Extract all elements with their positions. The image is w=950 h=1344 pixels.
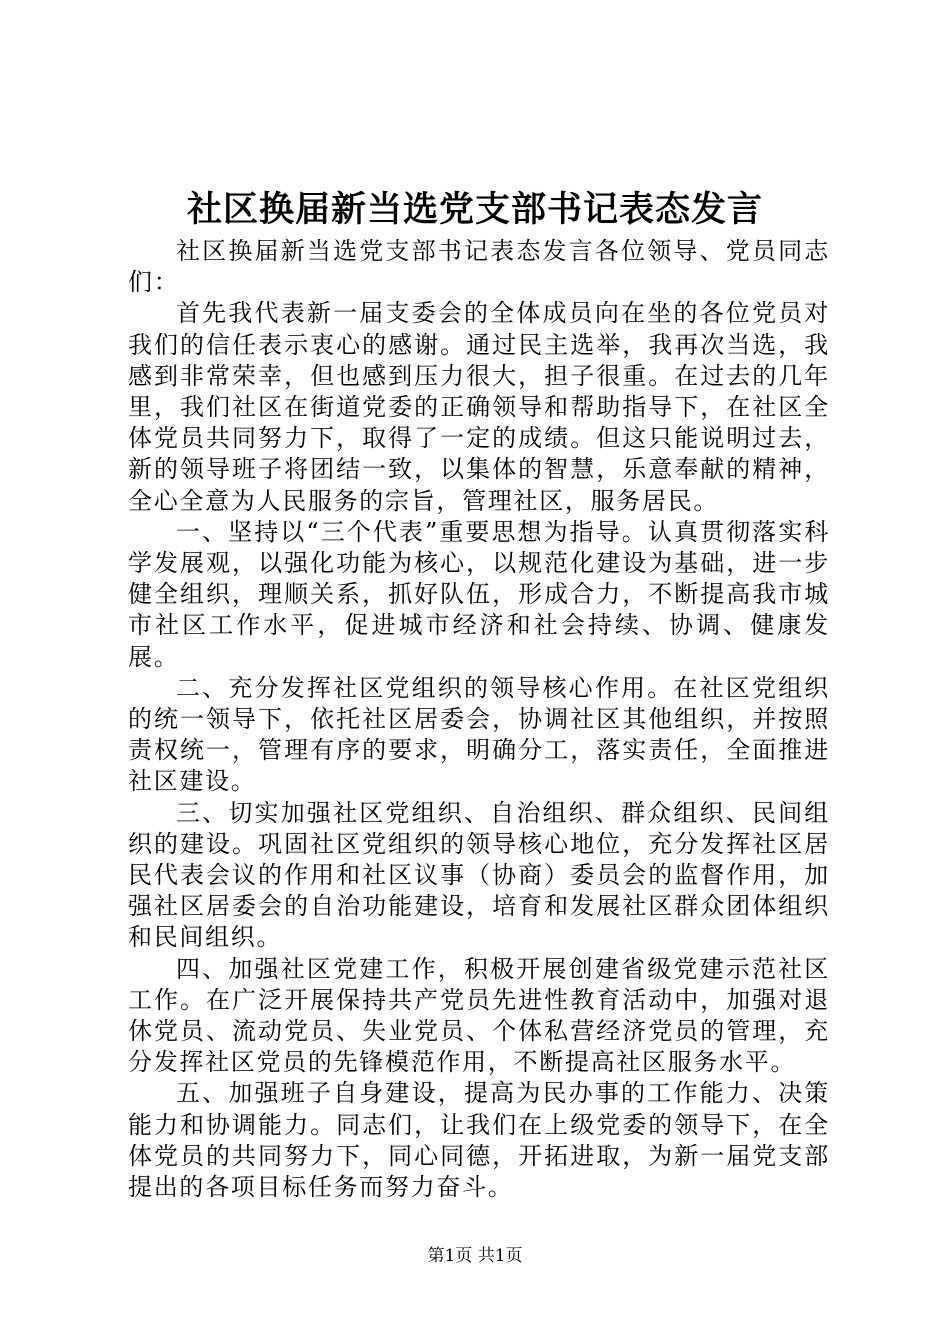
- paragraph-intro: 首先我代表新一届支委会的全体成员向在坐的各位党员对我们的信任表示衷心的感谢。通过民主选举，我再次当选，我感到非常荣幸，但也感到压力很大，担子很重。在过去的几年里，我们社区在街道党委的正确领导和帮助指导下，在社区全体党员共同努力下，取得了一定的成绩。但这只能说明过去，新的领导班子将团结一致，以集体的智慧，乐意奉献的精神，全心全意为人民服务的宗旨，管理社区，服务居民。: [128, 299, 830, 515]
- paragraph-point-3: 三、切实加强社区党组织、自治组织、群众组织、民间组织的建设。巩固社区党组织的领导核心地位，充分发挥社区居民代表会议的作用和社区议事（协商）委员会的监督作用，加强社区居委会的自治功能建设，培育和发展社区群众团体组织和民间组织。: [128, 798, 830, 952]
- paragraph-point-1: 一、坚持以“三个代表”重要思想为指导。认真贯彻落实科学发展观，以强化功能为核心，以规范化建设为基础，进一步健全组织，理顺关系，抓好队伍，形成合力，不断提高我市城市社区工作水平，促进城市经济和社会持续、协调、健康发展。: [128, 517, 830, 671]
- document-body: [128, 236, 830, 1203]
- document-title: 社区换届新当选党支部书记表态发言: [186, 189, 763, 230]
- page-footer: [0, 1244, 950, 1268]
- paragraph-point-4: 四、加强社区党建工作，积极开展创建省级党建示范社区工作。在广泛开展保持共产党员先进性教育活动中，加强对退休党员、流动党员、失业党员、个体私营经济党员的管理，充分发挥社区党员的先锋模范作用，不断提高社区服务水平。: [128, 954, 830, 1077]
- paragraph-point-2: 二、充分发挥社区党组织的领导核心作用。在社区党组织的统一领导下，依托社区居委会，协调社区其他组织，并按照责权统一，管理有序的要求，明确分工，落实责任，全面推进社区建设。: [128, 673, 830, 796]
- page-total: 共1页: [477, 1246, 523, 1266]
- paragraph-point-5: 五、加强班子自身建设，提高为民办事的工作能力、决策能力和协调能力。同志们，让我们在上级党委的领导下，在全体党员的共同努力下，同心同德，开拓进取，为新一届党支部提出的各项目标任务而努力奋斗。: [128, 1079, 830, 1202]
- paragraph-salutation: 社区换届新当选党支部书记表态发言各位领导、党员同志们：: [128, 237, 830, 297]
- page-number: 第1页: [427, 1246, 473, 1266]
